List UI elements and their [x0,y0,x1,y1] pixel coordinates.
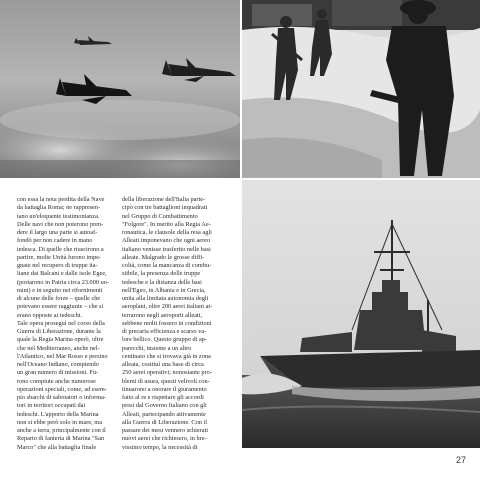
aircraft-formation-photo [0,0,240,178]
column-1-text: con essa la nota perdita della Nave da battaglia Roma; ne rappresen- tano un'eloquente testimonianza. Delle navi che non poterono pren- dere il largo una parte si autoaf- fondò per non cadere in mano tedesca. Di quelle che riuscirono a partire, molte Unità furono impe- gnate nel recupero di truppe ita- liane dai Balcani e dalle isole Egee, (portarono in Patria circa 23.000 uo- mini) e in seguito nei rifornimenti di alcune delle forze – quelle che potevano essere raggiunte – che si erano opposte ai tedeschi. Tale opera proseguì nel corso della Guerra di Liberazione, durante la quale la Regia Marina operò, oltre che nel Mediterraneo, anche nel- l'Atlantico, nel Mar Rosso e persino nell'Oceano Indiano, compiendo un gran numero di missioni. Fu- rono compiute anche numerose operazioni speciali, come, ad esem- pio sbarchi di sabotatori o informa- tori in territori occupati dai tedeschi. L'apporto della Marina non si ebbe però solo in mare, ma anche a terra, principalmente con il Reparto di fanteria di Marina "San Marco" che alla battaglia finale [17,196,109,451]
page-number: 27 [455,455,466,465]
column-2-text: della liberazione dell'Italia parte- cipò con tre battaglioni inquadrati nel Gruppo di Combattimento "Folgore". In merito alla Regia Ae- ronautica, le clausole della resa agli Alleati imponevano che ogni aereo italiano venisse trasferito nelle basi alleate. Malgrado le grosse diffi- coltà, come la mancanza di combu- stibile, la presenza delle truppe tedesche e la distanza delle basi nell'Egeo, in Albania e in Grecia, unita alla limitata autonomia degli aeroplani, oltre 200 aerei italiani at- terrarono negli aeroporti alleati, sebbene molti fossero in condizioni di precaria efficienza e scarso va- lore bellico. Questo gruppo di ap- parecchi, insieme a un altro centinaio che si trovava già in zona alleata, costituì una base di circa 250 aerei operativi; nonostante pro- blemi di usura, questi velivoli con- tinuarono a onorare il giuramento fatto al re e rispettare gli accordi presi dal Governo Italiano con gli Alleati, partecipando attivamente alla Guerra di Liberazione. Con il passare dei mesi vennero schierati nuovi aerei che richiesero, in bre- vissimo tempo, la necessità di [122,196,213,451]
body-text-column-2 [122,196,224,452]
soldiers-advancing-photo [242,0,480,178]
body-text-column-1 [17,196,119,452]
warship-at-sea-photo [242,180,480,448]
